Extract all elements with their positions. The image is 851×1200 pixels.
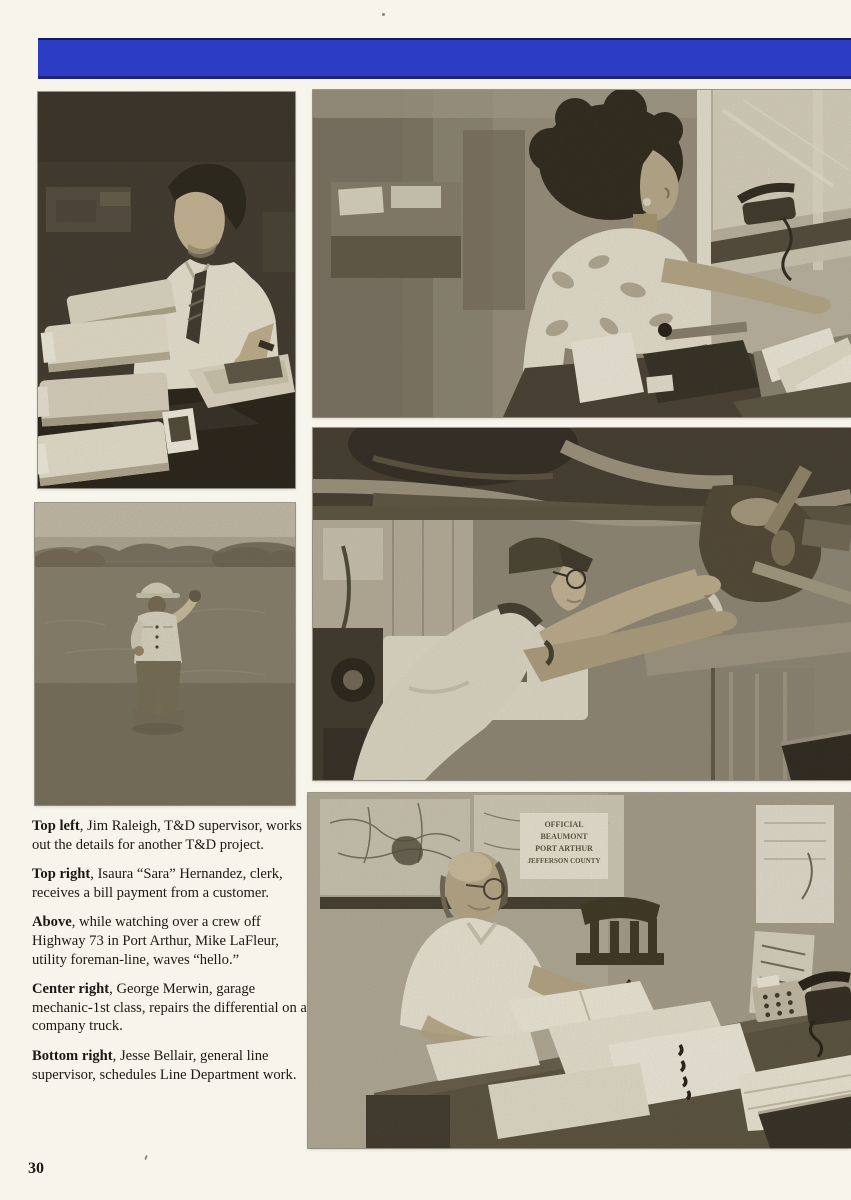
caption-block: [32, 817, 308, 1095]
caption-lead: Top right: [32, 866, 91, 883]
scan-speck: [382, 13, 385, 16]
caption-text: , Jim Raleigh, T&D supervisor, works out the details for another T&D project.: [32, 818, 302, 853]
caption-top-right: [32, 865, 308, 902]
caption-text: , Jesse Bellair, general line supervisor, schedules Line Department work.: [32, 1047, 297, 1083]
caption-lead: Above: [32, 914, 72, 931]
caption-center-right: [32, 980, 308, 1036]
page-number: 30: [28, 1160, 44, 1177]
caption-top-left: [32, 817, 308, 854]
caption-above: [32, 913, 308, 969]
photo-jesse-bellair-desk: [308, 793, 851, 1148]
photo-sara-hernandez-counter: [313, 90, 851, 417]
photo-jim-raleigh-desk: [38, 92, 295, 488]
caption-text: , Isaura “Sara” Hernandez, clerk, receives a bill payment from a customer.: [32, 866, 283, 901]
scan-speck: [144, 1155, 148, 1160]
blue-header-bar: [38, 38, 851, 79]
caption-text: , George Merwin, garage mechanic-1st class, repairs the differential on a company truck.: [32, 981, 307, 1035]
caption-lead: Bottom right: [32, 1047, 113, 1064]
caption-text: , while watching over a crew off Highway 73 in Port Arthur, Mike LaFleur, utility foreman-line, waves “hello.”: [32, 914, 279, 968]
photo-mike-lafleur-field: [35, 503, 295, 805]
caption-bottom-right: [32, 1047, 308, 1084]
photo-george-merwin-differential: [313, 428, 851, 780]
caption-lead: Top left: [32, 818, 80, 834]
caption-lead: Center right: [32, 981, 110, 998]
